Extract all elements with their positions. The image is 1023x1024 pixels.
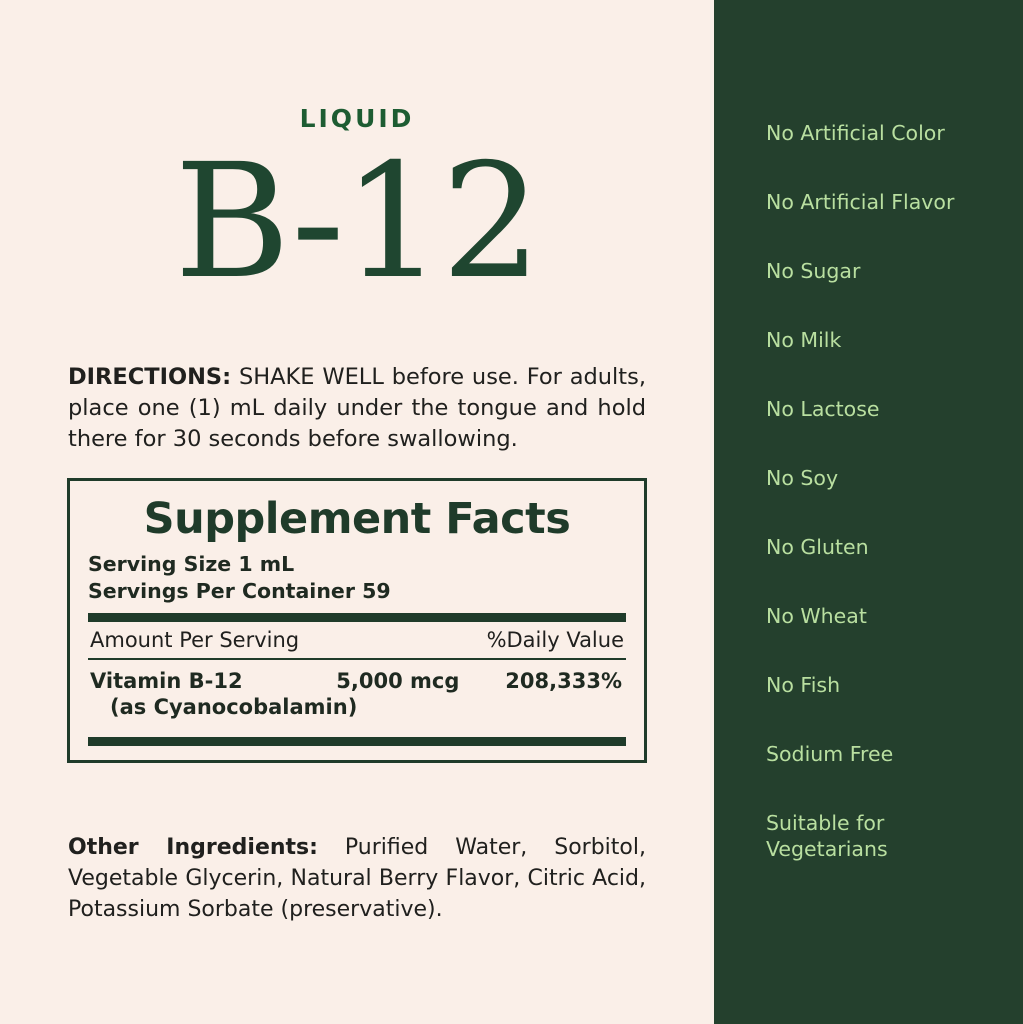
directions-label: DIRECTIONS: xyxy=(68,364,232,390)
claim-item: No Gluten xyxy=(766,535,869,559)
claim-item: No Lactose xyxy=(766,397,880,421)
directions-block xyxy=(68,362,646,455)
nutrient-row xyxy=(88,660,626,693)
divider-thick-bottom xyxy=(88,737,626,746)
supplement-facts-panel xyxy=(67,478,647,763)
nutrient-amount: 5,000 mcg xyxy=(336,669,460,693)
product-kicker: LIQUID xyxy=(299,104,415,133)
claim-item: Sodium Free xyxy=(766,742,894,766)
claim-item: No Artificial Color xyxy=(766,121,945,145)
claim-item: No Milk xyxy=(766,328,842,352)
supplement-facts-title: Supplement Facts xyxy=(143,494,571,544)
claim-item: No Artificial Flavor xyxy=(766,190,955,214)
other-ingredients-block xyxy=(68,832,646,925)
other-ingredients-text: Purified Water, Sorbitol, Vegetable Glycerin, Natural Berry Flavor, Citric Acid, Potassium Sorbate (preservative). xyxy=(68,835,646,922)
nutrient-name: Vitamin B-12 xyxy=(90,669,243,693)
claims-panel xyxy=(714,0,1023,1024)
nutrient-source: (as Cyanocobalamin) xyxy=(110,695,358,719)
directions-text: SHAKE WELL before use. For adults, place one (1) mL daily under the tongue and hold there for 30 seconds before swallowing. xyxy=(68,364,646,452)
divider-thick-top xyxy=(88,613,626,622)
nutrient-daily-value: 208,333% xyxy=(505,669,622,693)
column-header-daily-value: %Daily Value xyxy=(486,628,624,652)
other-ingredients-label: Other Ingredients: xyxy=(68,835,318,860)
claim-item: Suitable for Vegetarians xyxy=(766,811,888,861)
claim-item: No Sugar xyxy=(766,259,861,283)
claim-item: No Soy xyxy=(766,466,839,490)
facts-column-headers xyxy=(88,622,626,658)
serving-size: Serving Size 1 mL xyxy=(88,552,295,576)
column-header-amount: Amount Per Serving xyxy=(90,628,300,652)
claim-item: No Wheat xyxy=(766,604,867,628)
servings-per-container: Servings Per Container 59 xyxy=(88,579,391,603)
product-name: B-12 xyxy=(174,130,540,314)
claim-item: No Fish xyxy=(766,673,841,697)
